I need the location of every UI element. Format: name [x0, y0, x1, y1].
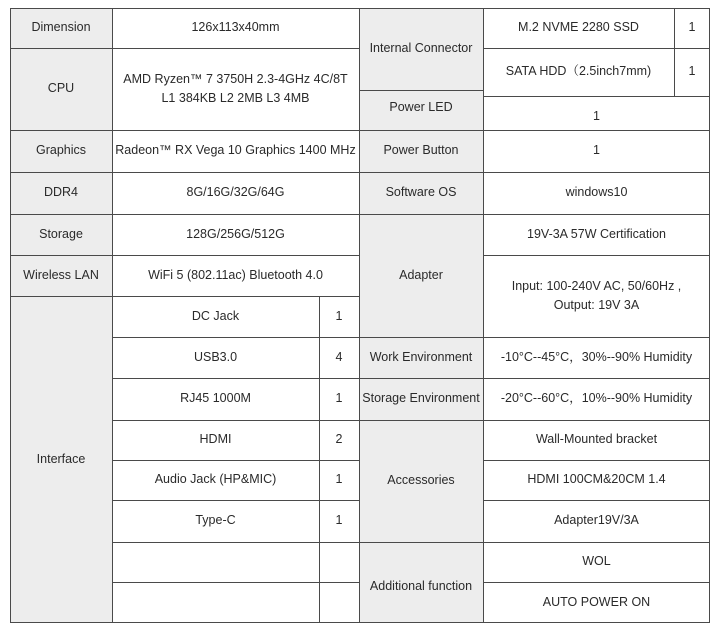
- adapter-label: Adapter: [359, 214, 483, 337]
- interface-count: 4: [319, 337, 359, 378]
- cpu-label: CPU: [10, 48, 112, 130]
- interface-count: 2: [319, 420, 359, 460]
- wireless-label: Wireless LAN: [10, 255, 112, 296]
- storage-env-label: Storage Environment: [359, 378, 483, 420]
- power-led-value: 1: [483, 96, 710, 130]
- interface-label: Interface: [10, 296, 112, 623]
- m2-count: 1: [674, 8, 710, 48]
- interface-count: 1: [319, 460, 359, 500]
- interface-count: 1: [319, 378, 359, 420]
- storage-value: 128G/256G/512G: [112, 214, 359, 255]
- adapter-io: [483, 255, 710, 337]
- sata-value: SATA HDD（2.5inch7mm): [483, 48, 674, 96]
- interface-name: USB3.0: [112, 337, 319, 378]
- dimension-value: 126x113x40mm: [112, 8, 359, 48]
- work-env-label: Work Environment: [359, 337, 483, 378]
- sata-count: 1: [674, 48, 710, 96]
- power-button-label: Power Button: [359, 130, 483, 172]
- storage-label: Storage: [10, 214, 112, 255]
- interface-name: Audio Jack (HP&MIC): [112, 460, 319, 500]
- software-os-value: windows10: [483, 172, 710, 214]
- interface-name: DC Jack: [112, 296, 319, 337]
- software-os-label: Software OS: [359, 172, 483, 214]
- additional-function-label: Additional function: [359, 542, 483, 623]
- interface-name: RJ45 1000M: [112, 378, 319, 420]
- dimension-label: Dimension: [10, 8, 112, 48]
- storage-env-value: -20°C--60°C，10%--90% Humidity: [483, 378, 710, 420]
- additional-item: AUTO POWER ON: [483, 582, 710, 623]
- cpu-value: [112, 48, 359, 130]
- internal-connector-label: Internal Connector: [359, 8, 483, 90]
- cpu-line-1: AMD Ryzen™ 7 3750H 2.3-4GHz 4C/8T: [123, 71, 348, 86]
- interface-count: 1: [319, 296, 359, 337]
- power-led-label: Power LED: [359, 90, 483, 130]
- empty-cell: [319, 542, 359, 582]
- ddr4-value: 8G/16G/32G/64G: [112, 172, 359, 214]
- work-env-value: -10°C--45°C，30%--90% Humidity: [483, 337, 710, 378]
- adapter-input: Input: 100-240V AC, 50/60Hz ,: [511, 278, 682, 293]
- adapter-output: Output: 19V 3A: [553, 298, 640, 312]
- ddr4-label: DDR4: [10, 172, 112, 214]
- empty-cell: [112, 582, 319, 623]
- interface-name: Type-C: [112, 500, 319, 542]
- additional-item: WOL: [483, 542, 710, 582]
- accessory-item: HDMI 100CM&20CM 1.4: [483, 460, 710, 500]
- empty-cell: [319, 582, 359, 623]
- accessories-label: Accessories: [359, 420, 483, 542]
- wireless-value: WiFi 5 (802.11ac) Bluetooth 4.0: [112, 255, 359, 296]
- cpu-line-2: L1 384KB L2 2MB L3 4MB: [161, 91, 310, 105]
- accessory-item: Wall-Mounted bracket: [483, 420, 710, 460]
- empty-cell: [112, 542, 319, 582]
- graphics-value: Radeon™ RX Vega 10 Graphics 1400 MHz: [112, 130, 359, 172]
- interface-count: 1: [319, 500, 359, 542]
- m2-value: M.2 NVME 2280 SSD: [483, 8, 674, 48]
- adapter-cert: 19V-3A 57W Certification: [483, 214, 710, 255]
- graphics-label: Graphics: [10, 130, 112, 172]
- interface-name: HDMI: [112, 420, 319, 460]
- accessory-item: Adapter19V/3A: [483, 500, 710, 542]
- power-button-value: 1: [483, 130, 710, 172]
